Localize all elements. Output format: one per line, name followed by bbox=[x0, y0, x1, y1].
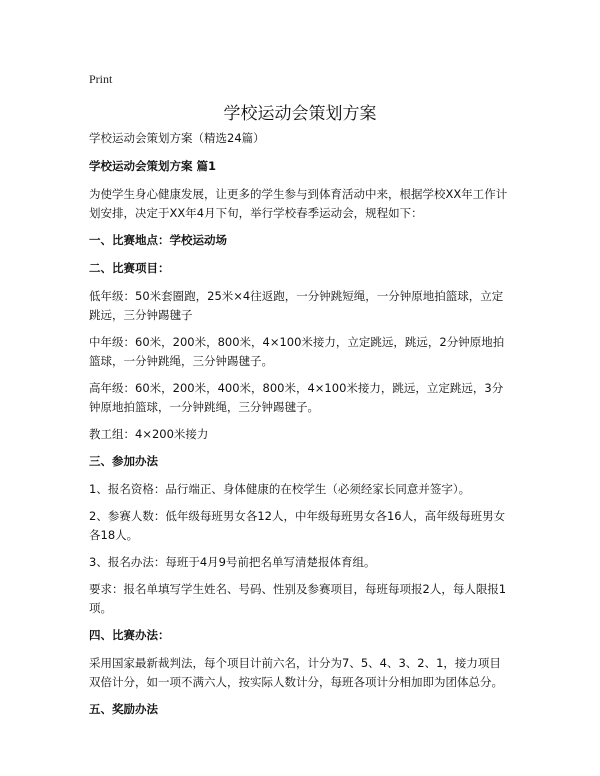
print-link[interactable]: Print bbox=[89, 72, 113, 86]
participation-requirements: 要求：报名单填写学生姓名、号码、性别及参赛项目，每班每项报2人，每人限报1项。 bbox=[89, 582, 507, 615]
heading-rules: 四、比赛办法： bbox=[89, 628, 170, 642]
heading-awards: 五、奖励办法 bbox=[89, 702, 158, 716]
participation-method: 3、报名办法：每班于4月9号前把名单写清楚报体育组。 bbox=[89, 555, 376, 569]
heading-events: 二、比赛项目： bbox=[89, 261, 170, 275]
events-staff: 教工组：4×200米接力 bbox=[89, 427, 209, 441]
rules-paragraph: 采用国家最新裁判法，每个项目计前六名，计分为7、5、4、3、2、1，接力项目双倍计分，如一项不满六人，按实际人数计分，每班各项计分相加即为团体总分。 bbox=[89, 656, 503, 689]
participation-count: 2、参赛人数：低年级每班男女各12人，中年级每班男女各16人，高年级每班男女各18人。 bbox=[89, 509, 506, 542]
events-high-grade: 高年级：60米，200米，400米，800米，4×100米接力，跳远，立定跳远，3分钟原地拍篮球，一分钟跳绳，三分钟踢毽子。 bbox=[89, 381, 504, 414]
page-title: 学校运动会策划方案 bbox=[223, 104, 377, 124]
document-body bbox=[89, 129, 511, 728]
events-mid-grade: 中年级：60米，200米，800米，4×100米接力，立定跳远，跳远，2分钟原地拍篮球，一分钟跳绳，三分钟踢毽子。 bbox=[89, 335, 505, 368]
events-low-grade: 低年级：50米套圈跑，25米×4往返跑，一分钟跳短绳，一分钟原地拍篮球，立定跳远，三分钟踢毽子 bbox=[89, 289, 504, 322]
heading-venue: 一、比赛地点：学校运动场 bbox=[89, 233, 227, 247]
heading-participation: 三、参加办法 bbox=[89, 454, 158, 468]
section-title: 学校运动会策划方案 篇1 bbox=[89, 159, 217, 173]
subtitle: 学校运动会策划方案（精选24篇） bbox=[89, 131, 265, 145]
participation-eligibility: 1、报名资格：品行端正、身体健康的在校学生（必须经家长同意并签字）。 bbox=[89, 482, 471, 496]
intro-paragraph: 为使学生身心健康发展，让更多的学生参与到体育活动中来，根据学校XX年工作计划安排，决定于XX年4月下旬，举行学校春季运动会，规程如下： bbox=[89, 187, 508, 220]
